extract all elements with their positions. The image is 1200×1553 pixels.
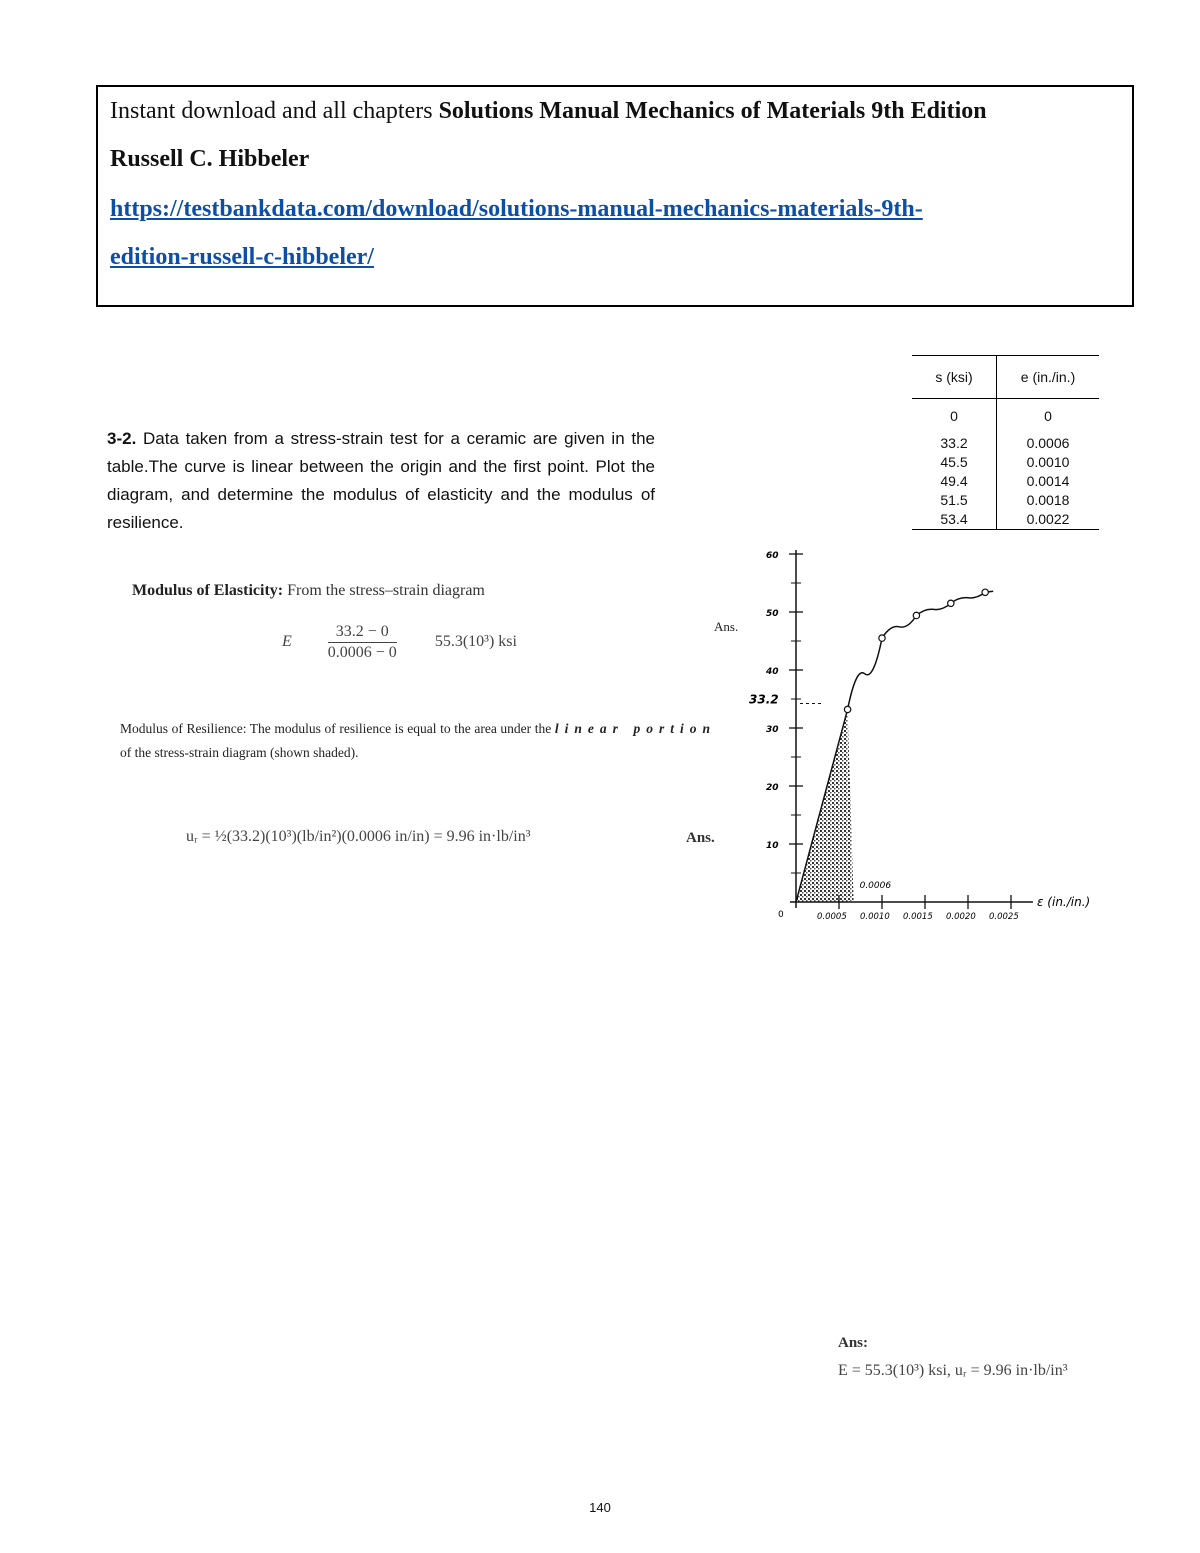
table-cell: 0.0014 bbox=[1026, 473, 1070, 489]
elasticity-equation bbox=[282, 622, 517, 663]
resilience-emphasis: linear portion bbox=[554, 721, 716, 736]
problem-text: Data taken from a stress-strain test for a ceramic are given in the table.The curve is linear between the origin and the first point. Plot the diagram, and determine the modulus of elasticity and the modulus of resilience. bbox=[107, 429, 655, 532]
ans-label-resilience: Ans. bbox=[686, 830, 715, 846]
elasticity-heading bbox=[132, 582, 485, 600]
y-tick-label: 10 bbox=[766, 841, 779, 851]
elasticity-title: Modulus of Elasticity: bbox=[132, 582, 284, 599]
data-point bbox=[948, 600, 954, 606]
header-intro bbox=[110, 98, 987, 125]
table-cell: 0.0010 bbox=[1026, 454, 1070, 470]
table-cell: 51.5 bbox=[912, 491, 997, 510]
y-tick-label: 40 bbox=[766, 667, 779, 677]
table-header-strain: e (in./in.) bbox=[997, 356, 1100, 399]
table-cell: 49.4 bbox=[912, 472, 997, 491]
y-tick-label: 30 bbox=[766, 725, 779, 735]
table-cell: 45.5 bbox=[912, 453, 997, 472]
x-tick-label: 0.0010 bbox=[860, 912, 890, 922]
data-point bbox=[913, 612, 919, 618]
table-cell: 0 bbox=[912, 407, 997, 426]
ans-label-elasticity: Ans. bbox=[714, 619, 739, 634]
e-symbol: E bbox=[282, 633, 292, 651]
e-numerator: 33.2 − 0 bbox=[328, 622, 397, 643]
table-header-stress: s (ksi) bbox=[912, 356, 997, 399]
y-tick-label: 50 bbox=[766, 609, 779, 619]
header-title: Solutions Manual Mechanics of Materials 9th Edition bbox=[438, 98, 987, 124]
data-point bbox=[844, 706, 850, 712]
resilience-tail: of the stress-strain diagram (shown shaded). bbox=[120, 745, 359, 760]
y-tick-label: 60 bbox=[766, 551, 779, 561]
table-cell: 33.2 bbox=[912, 434, 997, 453]
final-answer-label: Ans: bbox=[838, 1335, 869, 1351]
shaded-linear-region bbox=[796, 709, 854, 902]
download-link-part1[interactable]: https://testbankdata.com/download/solutions-manual-mechanics-materials-9th- bbox=[110, 196, 923, 222]
annotation-x-value: 0.0006 bbox=[859, 881, 892, 891]
x-tick-label: 0.0020 bbox=[946, 912, 976, 922]
e-fraction bbox=[328, 622, 397, 663]
header-author: Russell C. Hibbeler bbox=[110, 146, 310, 172]
x-tick-label: 0.0015 bbox=[903, 912, 933, 922]
elasticity-text: From the stress–strain diagram bbox=[283, 582, 485, 599]
table-cell: 0.0022 bbox=[997, 510, 1100, 530]
y-tick-label: 20 bbox=[766, 783, 779, 793]
x-origin-label: 0 bbox=[778, 910, 784, 920]
data-point bbox=[982, 589, 988, 595]
resilience-lead: Modulus of Resilience: The modulus of resilience is equal to the area under the bbox=[120, 721, 552, 736]
table-cell: 0.0018 bbox=[1026, 492, 1070, 508]
problem-statement bbox=[107, 425, 655, 537]
data-table bbox=[912, 355, 1099, 530]
final-answer-text: E = 55.3(10³) ksi, uᵣ = 9.96 in·lb/in³ bbox=[838, 1362, 1068, 1379]
table-cell: 0.0006 bbox=[1026, 435, 1070, 451]
data-point bbox=[879, 635, 885, 641]
download-link-part2[interactable]: edition-russell-c-hibbeler/ bbox=[110, 244, 374, 270]
x-axis-label: ε (in./in.) bbox=[1037, 895, 1091, 909]
stress-strain-chart bbox=[740, 530, 1140, 940]
resilience-equation: uᵣ = ½(33.2)(10³)(lb/in²)(0.0006 in/in) = 9.96 in·lb/in³ bbox=[186, 828, 531, 845]
problem-number: 3-2. bbox=[107, 429, 137, 448]
table-cell: 0 bbox=[1044, 408, 1052, 424]
table-cell: 53.4 bbox=[912, 510, 997, 530]
header-intro-text: Instant download and all chapters bbox=[110, 98, 439, 124]
x-tick-label: 0.0025 bbox=[989, 912, 1019, 922]
e-denominator: 0.0006 − 0 bbox=[327, 644, 397, 661]
x-tick-label: 0.0005 bbox=[817, 912, 847, 922]
annotation-y-value: 33.2 bbox=[749, 692, 779, 707]
e-result: 55.3(10³) ksi bbox=[434, 633, 517, 651]
page-number: 140 bbox=[589, 1500, 611, 1515]
resilience-text bbox=[120, 717, 716, 765]
